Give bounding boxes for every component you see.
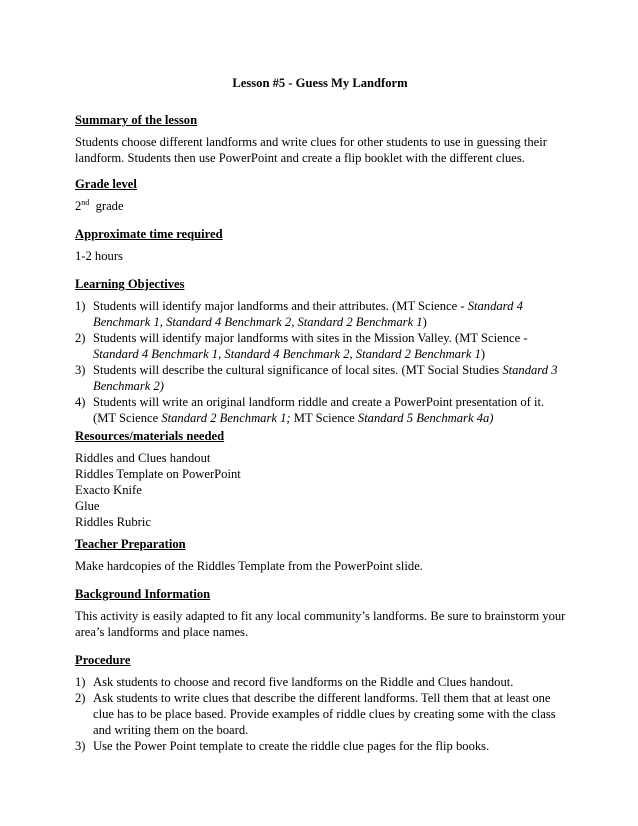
item-text: Students will identify major landforms and their attributes. (MT Science - [93, 299, 468, 313]
item-number: 3) [75, 739, 86, 753]
item-text: MT Science [290, 411, 358, 425]
item-number: 3) [75, 363, 86, 377]
item-number: 2) [75, 691, 86, 705]
objectives-heading: Learning Objectives [75, 277, 185, 291]
summary-heading: Summary of the lesson [75, 113, 198, 127]
standard-ref: Standard 4 Benchmark 1, Standard 4 Benchmark 2 [93, 299, 523, 329]
grade-section [75, 176, 570, 214]
objectives-list [75, 298, 570, 426]
item-text: , [291, 315, 298, 329]
item-text: Ask students to write clues that describe the different landforms. Tell them that at least one clue has to be place based. Provide examples of riddle clues by creating some with the class and writing them on the board. [93, 691, 556, 737]
item-text: ) [422, 315, 427, 329]
list-item [75, 738, 570, 754]
item-number: 1) [75, 675, 86, 689]
list-item [75, 394, 570, 426]
summary-text: Students choose different landforms and write clues for other students to use in guessing their landform. Students then use PowerPoint and create a flip booklet with the different clues. [75, 135, 547, 165]
standard-ref: Standard 2 Benchmark 1 [355, 347, 481, 361]
preparation-section [75, 536, 570, 574]
background-heading: Background Information [75, 587, 211, 601]
list-item [75, 674, 570, 690]
list-item: Exacto Knife [75, 483, 142, 497]
list-item [75, 298, 570, 330]
procedure-heading: Procedure [75, 653, 131, 667]
item-text: ) [480, 347, 486, 361]
item-text: Students will identify major landforms with sites in the Mission Valley. (MT Science - [93, 331, 528, 345]
resources-list [75, 450, 570, 530]
resources-section [75, 428, 570, 530]
grade-heading: Grade level [75, 177, 137, 191]
grade-suffix: nd [81, 197, 90, 207]
standard-ref: Standard 3 Benchmark 2) [93, 363, 558, 393]
summary-section [75, 112, 570, 166]
item-text: Students will describe the cultural significance of local sites. (MT Social Studies [93, 363, 503, 377]
time-section [75, 226, 570, 264]
resources-heading: Resources/materials needed [75, 429, 225, 443]
list-item [75, 330, 570, 362]
standard-ref: Standard 2 Benchmark 1 [297, 315, 423, 329]
list-item [75, 362, 570, 394]
item-number: 2) [75, 331, 86, 345]
objectives-section [75, 276, 570, 426]
procedure-list [75, 674, 570, 754]
grade-text [75, 198, 570, 214]
standard-ref: Standard 2 Benchmark 1; [161, 411, 291, 425]
background-text: This activity is easily adapted to fit any local community’s landforms. Be sure to brainstorm your area’s landforms and place names. [75, 609, 566, 639]
item-text: Use the Power Point template to create the riddle clue pages for the flip books. [93, 739, 490, 753]
grade-number: 2 [75, 199, 82, 213]
grade-word: grade [95, 199, 124, 213]
standard-ref: Standard 4 Benchmark 1, Standard 4 Benchmark 2 [93, 347, 350, 361]
lesson-title: Lesson #5 - Guess My Landform [232, 76, 408, 90]
item-text: Students will write an original landform riddle and create a PowerPoint presentation of it. (MT Science [93, 395, 545, 425]
standard-ref: Standard 5 Benchmark 4a) [357, 411, 494, 425]
list-item: Riddles and Clues handout [75, 451, 211, 465]
item-number: 1) [75, 299, 86, 313]
preparation-heading: Teacher Preparation [75, 537, 186, 551]
preparation-text: Make hardcopies of the Riddles Template from the PowerPoint slide. [75, 559, 423, 573]
item-number: 4) [75, 395, 86, 409]
list-item: Riddles Rubric [75, 515, 151, 529]
time-text: 1-2 hours [75, 249, 123, 263]
background-section [75, 586, 570, 640]
time-heading: Approximate time required [75, 227, 223, 241]
item-text: , [349, 347, 356, 361]
list-item: Riddles Template on PowerPoint [75, 467, 241, 481]
list-item: Glue [75, 499, 100, 513]
list-item [75, 690, 570, 738]
item-text: Ask students to choose and record five landforms on the Riddle and Clues handout. [93, 675, 514, 689]
procedure-section [75, 652, 570, 754]
